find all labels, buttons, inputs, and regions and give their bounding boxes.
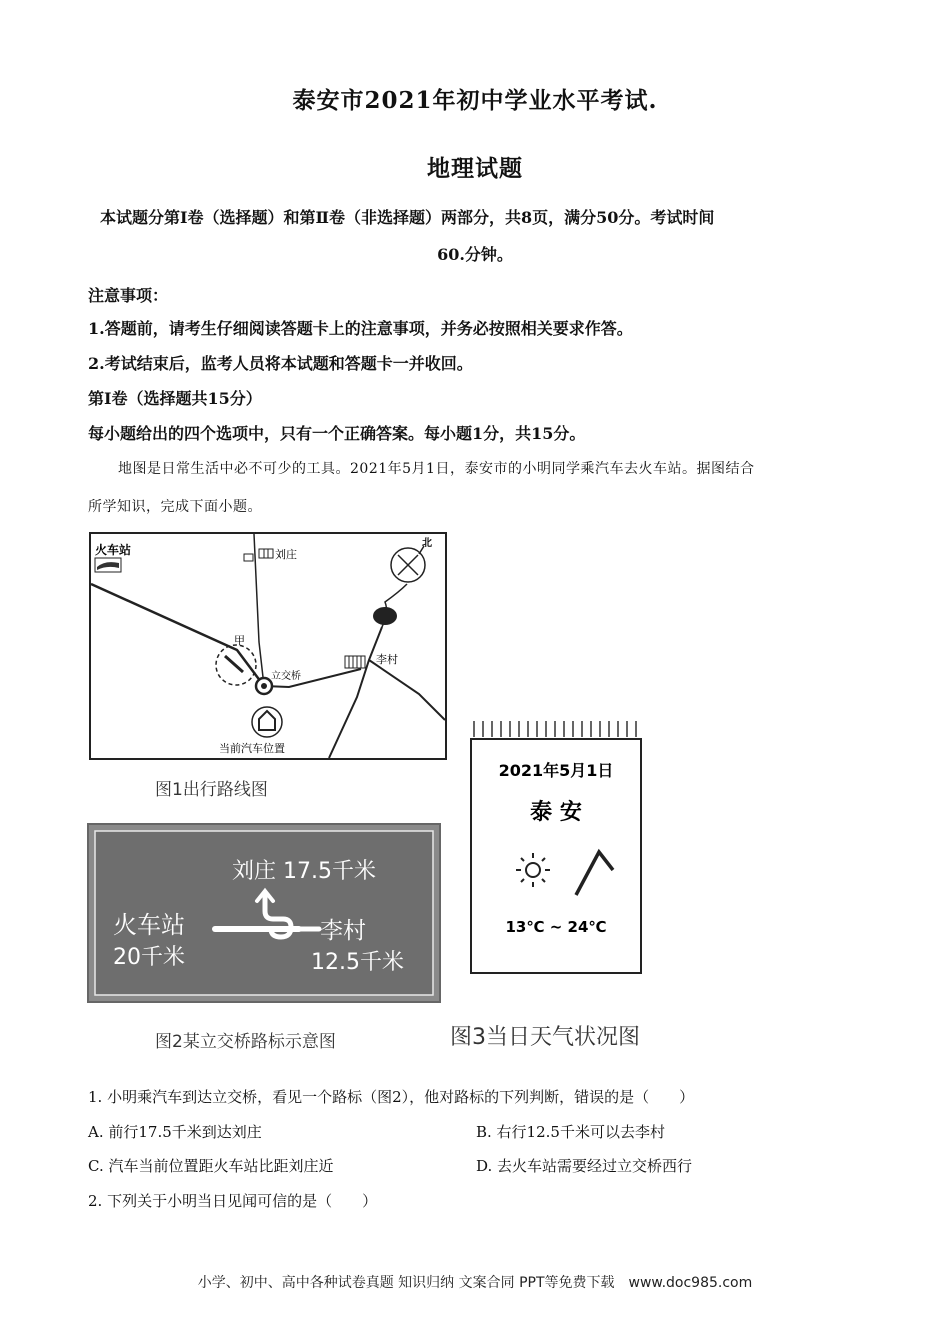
map-label-car-position: 当前汽车位置 bbox=[219, 742, 285, 755]
notes-item-2: 2.考试结束后，监考人员将本试题和答题卡一并收回。 bbox=[88, 354, 473, 373]
sign-right-dist: 12.5千米 bbox=[311, 950, 404, 975]
map-label-licun: 李村 bbox=[376, 653, 398, 666]
sign-right-name: 李村 bbox=[320, 918, 366, 944]
passage-line1: 地图是日常生活中必不可少的工具。2021年5月1日，泰安市的小明同学乘汽车去火车站。据图结合 bbox=[118, 461, 755, 477]
instructions-line1: 本试题分第Ⅰ卷（选择题）和第Ⅱ卷（非选择题）两部分，共8页，满分50分。考试时间 bbox=[100, 208, 715, 227]
exam-title: 泰安市2021年初中学业水平考试. bbox=[292, 87, 658, 114]
question-1-option-b: B. 右行12.5千米可以去李村 bbox=[476, 1123, 665, 1141]
question-2-stem: 2. 下列关于小明当日见闻可信的是（ ） bbox=[88, 1192, 378, 1210]
sign-left-name: 火车站 bbox=[113, 911, 185, 939]
page-footer: 小学、初中、高中各种试卷真题 知识归纳 文案合同 PPT等免费下载 www.doc985.com bbox=[197, 1275, 753, 1291]
lake-shape bbox=[373, 607, 397, 625]
question-1-option-d: D. 去火车站需要经过立交桥西行 bbox=[476, 1157, 693, 1175]
sign-top-text: 刘庄 17.5千米 bbox=[232, 859, 376, 884]
figure1-caption: 图1出行路线图 bbox=[155, 780, 268, 800]
notes-heading: 注意事项： bbox=[88, 286, 169, 305]
passage-line2: 所学知识，完成下面小题。 bbox=[88, 499, 262, 515]
question-1-option-a: A. 前行17.5千米到达刘庄 bbox=[88, 1123, 262, 1141]
sign-left-dist: 20千米 bbox=[113, 945, 185, 970]
map-label-jia: 甲 bbox=[234, 634, 245, 647]
calendar-temperature: 13℃ ~ 24℃ bbox=[505, 918, 607, 936]
map-label-overpass: 立交桥 bbox=[271, 671, 301, 682]
map-label-liuzhuang: 刘庄 bbox=[275, 548, 297, 561]
instructions-line2: 60.分钟。 bbox=[437, 245, 513, 264]
section1-heading: 第Ⅰ卷（选择题共15分） bbox=[88, 389, 262, 408]
figure3-caption: 图3当日天气状况图 bbox=[450, 1025, 640, 1050]
question-1-stem: 1. 小明乘汽车到达立交桥，看见一个路标（图2），他对路标的下列判断，错误的是（ ） bbox=[88, 1088, 695, 1106]
map-label-station: 火车站 bbox=[95, 543, 132, 557]
figure2-caption: 图2某立交桥路标示意图 bbox=[155, 1032, 336, 1052]
calendar-city: 泰 安 bbox=[530, 800, 582, 825]
calendar-rings bbox=[474, 721, 636, 737]
map-label-north: 北 bbox=[422, 538, 432, 549]
calendar-date: 2021年5月1日 bbox=[498, 761, 614, 780]
question-1-option-c: C. 汽车当前位置距火车站比距刘庄近 bbox=[88, 1157, 334, 1175]
train-icon bbox=[95, 558, 121, 572]
section1-rule: 每小题给出的四个选项中，只有一个正确答案。每小题1分，共15分。 bbox=[88, 424, 586, 443]
weather-calendar-figure bbox=[468, 715, 644, 977]
exam-subtitle: 地理试题 bbox=[427, 155, 523, 182]
car-position-icon bbox=[252, 707, 282, 737]
notes-item-1: 1.答题前，请考生仔细阅读答题卡上的注意事项，并务必按照相关要求作答。 bbox=[88, 319, 633, 338]
road-sign-figure bbox=[87, 823, 441, 1003]
route-map-figure bbox=[89, 532, 447, 760]
